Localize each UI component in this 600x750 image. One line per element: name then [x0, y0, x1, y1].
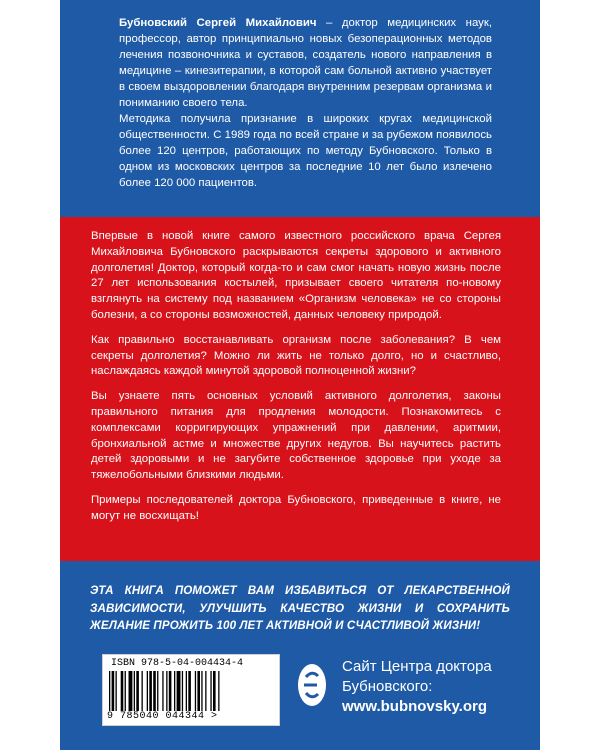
description-paragraph-1: Впервые в новой книге самого известного российского врача Сергея Михайловича Бубновского раскрываются секреты здорового и активного долголетия! Доктор, который когда-то и сам смог начать новую жизнь после 27 лет использования костылей, призывает своего читателя по-новому взглянуть на систему под названием «Организм человека» не со стороны болезни, а со стороны возможностей, данных человеку природой. — [91, 230, 501, 321]
website-url[interactable]: www.bubnovsky.org — [342, 698, 488, 715]
book-back-cover — [60, 0, 540, 750]
author-bio — [119, 15, 492, 191]
description-paragraph-4: Примеры последователей доктора Бубновского, приведенные в книге, не могут не восхищать! — [91, 493, 501, 522]
bio-paragraph-1-text: – доктор медицинских наук, профессор, автор принципиально новых безоперационных методов лечения позвоночника и суставов, создатель нового направления в медицине – кинезитерапии, в которой сам больной активно участвует в своем выздоровлении благодаря внутренним резервам организма и пониманию своего тела. — [119, 17, 492, 109]
description-paragraph-3: Вы узнаете пять основных условий активного долголетия, законы правильного питания для продления молодости. Познакомитесь с комплексами корригирующих упражнений при давлении, аритмии, бронхиальной астме и множестве других недугов. Вы научитесь растить детей здоровыми и не загубите собственное здоровье при уходе за тяжелобольными близкими людьми. — [91, 390, 501, 482]
website-line-2: Бубновского: — [342, 678, 433, 695]
website-line-1: Сайт Центра доктора — [342, 658, 492, 675]
description-paragraph-2: Как правильно восстанавливать организм после заболевания? В чем секреты долголетия? Можно ли жить не только долго, но и счастливо, наслаждаясь каждой минутой здоровой полноценной жизни? — [91, 333, 501, 378]
website-info — [342, 657, 492, 717]
author-name: Бубновский Сергей Михайлович — [119, 17, 317, 29]
call-to-action: ЭТА КНИГА ПОМОЖЕТ ВАМ ИЗБАВИТЬСЯ ОТ ЛЕКАРСТВЕННОЙ ЗАВИСИМОСТИ, УЛУЧШИТЬ КАЧЕСТВО ЖИЗНИ И СОХРАНИТЬ ЖЕЛАНИЕ ПРОЖИТЬ 100 ЛЕТ АКТИВНОЙ И СЧАСТЛИВОЙ ЖИЗНИ! — [90, 584, 510, 632]
barcode-bars — [109, 671, 273, 711]
barcode-digits: 9 785040 044344 > — [107, 711, 218, 722]
description-panel — [60, 217, 540, 561]
isbn-text: ISBN 978-5-04-004434-4 — [111, 658, 244, 669]
barcode — [102, 654, 280, 726]
bio-paragraph-2: Методика получила признание в широких кругах медицинской общественности. С 1989 года по всей стране и за рубежом появилось более 120 центров, работающих по методу Бубновского. Только в одном из московских центров за последние 10 лет было излечено более 120 000 пациентов. — [119, 113, 492, 189]
bio-paragraph-1 — [119, 15, 492, 111]
eksmo-logo-icon — [297, 663, 327, 707]
